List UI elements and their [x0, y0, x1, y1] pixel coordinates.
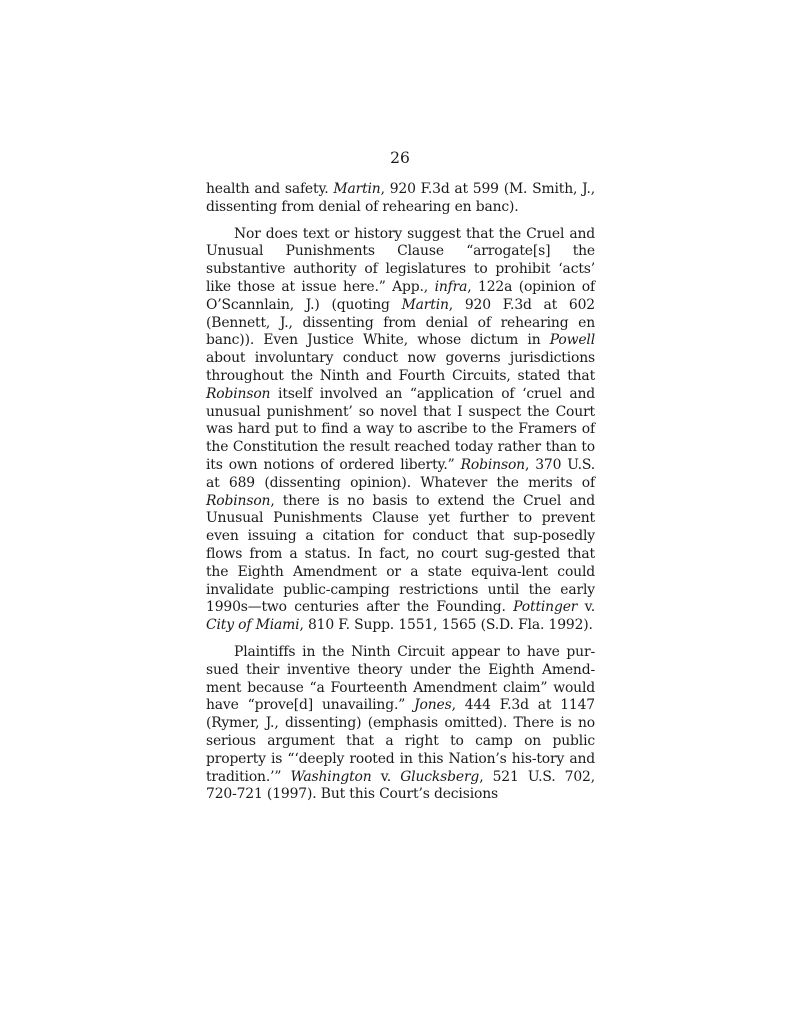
- italic-citation-text: Martin: [333, 181, 381, 197]
- paragraph-text: , 122a (opinion of O’Scannlain, J.) (quoting: [206, 278, 596, 313]
- italic-citation-text: Robinson: [460, 456, 525, 473]
- paragraph-text: health and safety.: [206, 181, 334, 197]
- body-text: [206, 181, 595, 813]
- italic-citation-text: Jones: [414, 697, 452, 714]
- italic-citation-text: Robinson: [206, 492, 271, 509]
- paragraph-text: Plaintiffs in the Ninth Circuit appear to have pur-sued their inventive theory under the Eighth Amend-ment because “a Fourteenth Amendment claim” would have “prove[d] unavailing.”: [206, 643, 595, 714]
- paragraph-3: [206, 644, 595, 804]
- paragraph-text: itself involved an “application of ‘cruel and unusual punishment’ so novel that I suspect the Court was hard put to find a way to ascribe to the Framers of the Constitution the result reached today rather than to its own notions of ordered liberty.”: [206, 385, 595, 473]
- paragraph-text: about involuntary conduct now governs jurisdictions throughout the Ninth and Fourth Circuits, stated that: [206, 350, 595, 384]
- italic-citation-text: Washington: [290, 768, 372, 785]
- italic-citation-text: City of Miami: [206, 617, 300, 634]
- paragraph-text: , 370 U.S. at 689 (dissenting opinion). Whatever the merits of: [206, 456, 595, 491]
- italic-citation-text: Martin: [401, 296, 449, 313]
- italic-citation-text: Powell: [549, 332, 595, 349]
- paragraph-text: v.: [371, 768, 401, 785]
- paragraph-text: , 920 F.3d at 602 (Bennett, J., dissenting from denial of rehearing en banc)). Even Justice White, whose dictum in: [206, 296, 595, 349]
- paragraph-1: [206, 181, 595, 217]
- paragraph-text: Nor does text or history suggest that the Cruel and Unusual Punishments Clause “arrogate[s] the substantive authority of legislatures to prohibit ‘acts’ like those at issue here.” App.,: [206, 225, 595, 295]
- paragraph-text: , there is no basis to extend the Cruel and Unusual Punishments Clause yet further to prevent even issuing a citation for conduct that sup-posedly flows from a status. In fact, no court sug-gested that the Eighth Amendment or a state equiva-lent could invalidate public-camping restrictions until the early 1990s—two centuries after the Founding.: [206, 492, 595, 616]
- italic-citation-text: Robinson: [206, 385, 271, 402]
- paragraph-text: , 444 F.3d at 1147 (Rymer, J., dissenting) (emphasis omitted). There is no serious argument that a right to camp on public property is “‘deeply rooted in this Nation’s his-tory and tradition.’”: [206, 697, 595, 785]
- paragraph-text: , 810 F. Supp. 1551, 1565 (S.D. Fla. 1992).: [299, 617, 593, 634]
- italic-citation-text: Pottinger: [513, 599, 578, 616]
- italic-citation-text: Glucksberg: [400, 768, 480, 785]
- paragraph-text: v.: [577, 599, 595, 616]
- paragraph-text: , 920 F.3d at 599 (M. Smith, J., dissenting from denial of rehearing en banc).: [206, 181, 595, 215]
- paragraph-text: , 521 U.S. 702, 720-721 (1997). But this Court’s decisions: [206, 768, 595, 803]
- italic-citation-text: infra: [434, 278, 468, 295]
- page-number: 26: [390, 149, 410, 167]
- paragraph-2: [206, 226, 595, 635]
